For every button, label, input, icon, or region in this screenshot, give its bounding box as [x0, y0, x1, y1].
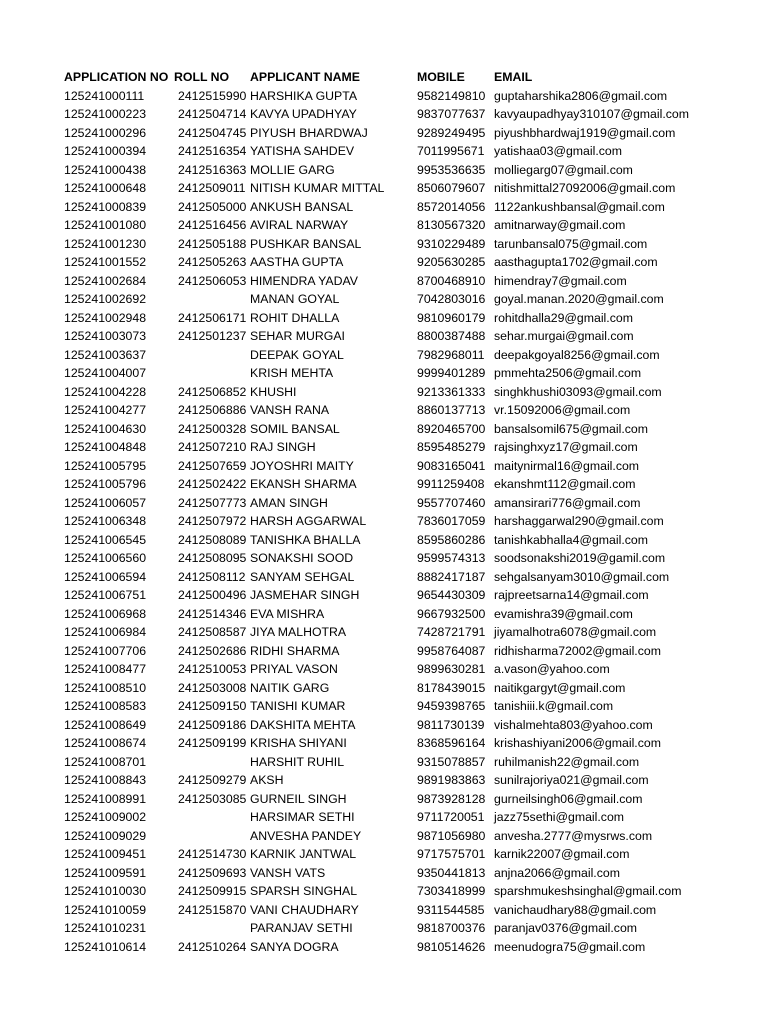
- table-row: [0, 309, 768, 328]
- application-no-cell: 125241009451: [64, 847, 147, 861]
- table-header-row: [0, 68, 768, 87]
- table-row: [0, 679, 768, 698]
- table-row: [0, 198, 768, 217]
- applicant-name-cell: SANYAM SEHGAL: [250, 569, 355, 584]
- table-row: [0, 642, 768, 661]
- email-cell: bansalsomil675@gmail.com: [494, 421, 648, 436]
- application-no-cell: 125241000296: [64, 125, 147, 140]
- application-no-cell: 125241006560: [64, 551, 147, 565]
- mobile-cell: 9873928128: [417, 791, 486, 806]
- mobile-cell: 7011995671: [417, 144, 485, 158]
- mobile-cell: 9911259408: [417, 477, 485, 491]
- table-row: [0, 568, 768, 587]
- table-row: [0, 512, 768, 531]
- roll-no-cell: 2412506886: [178, 403, 247, 417]
- application-no-cell: 125241003073: [64, 329, 147, 343]
- email-cell: aasthagupta1702@gmail.com: [494, 255, 658, 269]
- applicant-name-cell: VANSH VATS: [250, 865, 326, 880]
- roll-no-cell: 2412509150: [178, 699, 247, 713]
- applicant-name-cell: RAJ SINGH: [250, 440, 316, 454]
- email-cell: rohitdhalla29@gmail.com: [494, 310, 633, 325]
- roll-no-cell: 2412505188: [178, 236, 247, 251]
- applicant-name-cell: EKANSH SHARMA: [250, 477, 357, 491]
- mobile-cell: 9810514626: [417, 939, 486, 954]
- mobile-cell: 7042803016: [417, 292, 486, 306]
- roll-no-cell: 2412508587: [178, 625, 247, 639]
- email-cell: naitikgargyt@gmail.com: [494, 680, 626, 695]
- application-no-cell: 125241009002: [64, 810, 147, 824]
- applicant-table: [0, 68, 768, 956]
- application-no-cell: 125241006594: [64, 569, 147, 584]
- application-no-cell: 125241008991: [64, 791, 147, 806]
- table-row: [0, 734, 768, 753]
- applicant-name-cell: AVIRAL NARWAY: [250, 218, 349, 232]
- roll-no-cell: 2412506171: [178, 310, 247, 325]
- table-body: [0, 87, 768, 957]
- email-cell: guptaharshika2806@gmail.com: [494, 88, 668, 103]
- roll-no-cell: 2412504745: [178, 125, 247, 140]
- roll-no-cell: 2412507659: [178, 458, 247, 473]
- roll-no-cell: 2412516456: [178, 218, 247, 232]
- roll-no-cell: 2412504714: [178, 107, 247, 121]
- mobile-cell: 9083165041: [417, 458, 486, 473]
- applicant-name-cell: KRISH MEHTA: [250, 366, 334, 380]
- email-cell: ekanshmt112@gmail.com: [494, 477, 636, 491]
- table-row: [0, 364, 768, 383]
- application-no-cell: 125241001080: [64, 218, 147, 232]
- mobile-cell: 9213361333: [417, 384, 486, 399]
- email-cell: anjna2066@gmail.com: [494, 865, 620, 880]
- roll-no-cell: 2412510053: [178, 662, 247, 676]
- application-no-cell: 125241002692: [64, 292, 147, 306]
- table-row: [0, 790, 768, 809]
- roll-no-cell: 2412509186: [178, 717, 247, 732]
- table-row: [0, 771, 768, 790]
- mobile-cell: 9811730139: [417, 717, 485, 732]
- mobile-cell: 9717575701: [417, 847, 486, 861]
- application-no-cell: 125241000839: [64, 199, 147, 214]
- email-cell: paranjav0376@gmail.com: [494, 921, 638, 935]
- application-no-cell: 125241002684: [64, 273, 147, 288]
- email-cell: singhkhushi03093@gmail.com: [494, 384, 662, 399]
- application-no-cell: 125241000648: [64, 181, 147, 195]
- application-no-cell: 125241006968: [64, 606, 147, 621]
- mobile-cell: 9958764087: [417, 643, 486, 658]
- email-cell: amitnarway@gmail.com: [494, 218, 626, 232]
- header-mobile: MOBILE: [417, 70, 465, 84]
- applicant-name-cell: PARANJAV SETHI: [250, 921, 353, 935]
- email-cell: anvesha.2777@mysrws.com: [494, 828, 653, 843]
- table-row: [0, 605, 768, 624]
- applicant-name-cell: DEEPAK GOYAL: [250, 347, 344, 362]
- table-row: [0, 549, 768, 568]
- applicant-name-cell: KRISHA SHIYANI: [250, 736, 347, 750]
- header-roll-no: ROLL NO: [174, 70, 230, 84]
- applicant-name-cell: AASTHA GUPTA: [250, 255, 344, 269]
- roll-no-cell: 2412515870: [178, 902, 247, 917]
- mobile-cell: 9837077637: [417, 107, 486, 121]
- mobile-cell: 7836017059: [417, 514, 486, 528]
- applicant-name-cell: HARSHIT RUHIL: [250, 754, 345, 769]
- email-cell: soodsonakshi2019@gamil.com: [494, 551, 666, 565]
- roll-no-cell: 2412507972: [178, 514, 247, 528]
- email-cell: sunilrajoriya021@gmail.com: [494, 773, 649, 787]
- applicant-name-cell: NITISH KUMAR MITTAL: [250, 181, 385, 195]
- application-no-cell: 125241004228: [64, 384, 147, 399]
- email-cell: rajpreetsarna14@gmail.com: [494, 588, 649, 602]
- table-row: [0, 383, 768, 402]
- applicant-name-cell: SOMIL BANSAL: [250, 421, 340, 436]
- application-no-cell: 125241009029: [64, 828, 147, 843]
- application-no-cell: 125241000111: [64, 88, 145, 103]
- table-row: [0, 457, 768, 476]
- roll-no-cell: 2412505000: [178, 199, 247, 214]
- roll-no-cell: 2412503008: [178, 680, 247, 695]
- email-cell: molliegarg07@gmail.com: [494, 162, 633, 177]
- application-no-cell: 125241006751: [64, 588, 147, 602]
- table-row: [0, 882, 768, 901]
- application-no-cell: 125241008649: [64, 717, 147, 732]
- application-no-cell: 125241010231: [64, 921, 147, 935]
- email-cell: harshaggarwal290@gmail.com: [494, 514, 664, 528]
- table-row: [0, 697, 768, 716]
- applicant-name-cell: HIMENDRA YADAV: [250, 273, 358, 288]
- applicant-name-cell: MOLLIE GARG: [250, 162, 335, 177]
- email-cell: sehar.murgai@gmail.com: [494, 329, 634, 343]
- table-row: [0, 272, 768, 291]
- mobile-cell: 9311544585: [417, 902, 485, 917]
- email-cell: karnik22007@gmail.com: [494, 847, 630, 861]
- table-row: [0, 290, 768, 309]
- table-row: [0, 216, 768, 235]
- applicant-name-cell: PUSHKAR BANSAL: [250, 236, 362, 251]
- application-no-cell: 125241006984: [64, 625, 147, 639]
- mobile-cell: 8882417187: [417, 569, 486, 584]
- application-no-cell: 125241008843: [64, 773, 147, 787]
- email-cell: maitynirmal16@gmail.com: [494, 458, 640, 473]
- roll-no-cell: 2412502686: [178, 643, 247, 658]
- application-no-cell: 125241004630: [64, 421, 147, 436]
- table-row: [0, 124, 768, 143]
- header-application-no: APPLICATION NO: [64, 70, 169, 84]
- mobile-cell: 9205630285: [417, 255, 486, 269]
- table-row: [0, 623, 768, 642]
- applicant-name-cell: VANSH RANA: [250, 403, 330, 417]
- applicant-name-cell: HARSH AGGARWAL: [250, 514, 367, 528]
- email-cell: krishashiyani2006@gmail.com: [494, 736, 661, 750]
- mobile-cell: 8572014056: [417, 199, 486, 214]
- mobile-cell: 7982968011: [417, 347, 485, 362]
- applicant-name-cell: PIYUSH BHARDWAJ: [250, 125, 368, 140]
- mobile-cell: 8506079607: [417, 181, 486, 195]
- mobile-cell: 9350441813: [417, 865, 486, 880]
- roll-no-cell: 2412500328: [178, 421, 247, 436]
- table-row: [0, 161, 768, 180]
- table-row: [0, 253, 768, 272]
- table-row: [0, 475, 768, 494]
- table-row: [0, 660, 768, 679]
- roll-no-cell: 2412510264: [178, 939, 247, 954]
- applicant-name-cell: ANKUSH BANSAL: [250, 199, 354, 214]
- roll-no-cell: 2412516354: [178, 144, 247, 158]
- roll-no-cell: 2412514730: [178, 847, 247, 861]
- application-no-cell: 125241008583: [64, 699, 147, 713]
- applicant-name-cell: SPARSH SINGHAL: [250, 884, 358, 898]
- applicant-name-cell: NAITIK GARG: [250, 680, 330, 695]
- applicant-name-cell: AMAN SINGH: [250, 495, 328, 510]
- table-row: [0, 179, 768, 198]
- application-no-cell: 125241008674: [64, 736, 147, 750]
- roll-no-cell: 2412508095: [178, 551, 247, 565]
- applicant-name-cell: JASMEHAR SINGH: [250, 588, 360, 602]
- table-row: [0, 142, 768, 161]
- table-row: [0, 420, 768, 439]
- table-row: [0, 494, 768, 513]
- roll-no-cell: 2412509199: [178, 736, 247, 750]
- applicant-name-cell: YATISHA SAHDEV: [250, 144, 355, 158]
- mobile-cell: 7303418999: [417, 884, 486, 898]
- application-no-cell: 125241001230: [64, 236, 147, 251]
- roll-no-cell: 2412514346: [178, 606, 247, 621]
- application-no-cell: 125241009591: [64, 865, 147, 880]
- mobile-cell: 9667932500: [417, 606, 486, 621]
- mobile-cell: 9459398765: [417, 699, 486, 713]
- table-row: [0, 808, 768, 827]
- applicant-name-cell: AKSH: [250, 773, 284, 787]
- roll-no-cell: 2412515990: [178, 88, 247, 103]
- table-row: [0, 327, 768, 346]
- roll-no-cell: 2412516363: [178, 162, 247, 177]
- email-cell: jazz75sethi@gmail.com: [494, 810, 625, 824]
- application-no-cell: 125241008477: [64, 662, 147, 676]
- table-row: [0, 753, 768, 772]
- application-no-cell: 125241008701: [64, 754, 147, 769]
- applicant-name-cell: JOYOSHRI MAITY: [250, 458, 354, 473]
- mobile-cell: 9315078857: [417, 754, 486, 769]
- email-cell: piyushbhardwaj1919@gmail.com: [494, 125, 676, 140]
- mobile-cell: 8800387488: [417, 329, 486, 343]
- roll-no-cell: 2412507210: [178, 440, 247, 454]
- applicant-name-cell: TANISHI KUMAR: [250, 699, 346, 713]
- mobile-cell: 9599574313: [417, 551, 486, 565]
- table-row: [0, 827, 768, 846]
- mobile-cell: 9891983863: [417, 773, 486, 787]
- email-cell: 1122ankushbansal@gmail.com: [494, 199, 665, 214]
- table-row: [0, 716, 768, 735]
- roll-no-cell: 2412509011: [178, 181, 246, 195]
- table-row: [0, 105, 768, 124]
- applicant-name-cell: HARSHIKA GUPTA: [250, 88, 358, 103]
- roll-no-cell: 2412500496: [178, 588, 247, 602]
- roll-no-cell: 2412509693: [178, 865, 247, 880]
- application-no-cell: 125241005796: [64, 477, 147, 491]
- roll-no-cell: 2412501237: [178, 329, 247, 343]
- email-cell: vishalmehta803@yahoo.com: [494, 717, 653, 732]
- mobile-cell: 9810960179: [417, 310, 486, 325]
- email-cell: a.vason@yahoo.com: [494, 662, 610, 676]
- table-row: [0, 438, 768, 457]
- email-cell: tanishiii.k@gmail.com: [494, 699, 614, 713]
- mobile-cell: 8368596164: [417, 736, 486, 750]
- applicant-name-cell: SEHAR MURGAI: [250, 329, 345, 343]
- applicant-name-cell: SANYA DOGRA: [250, 939, 339, 954]
- roll-no-cell: 2412503085: [178, 791, 247, 806]
- applicant-name-cell: EVA MISHRA: [250, 606, 325, 621]
- email-cell: deepakgoyal8256@gmail.com: [494, 347, 660, 362]
- email-cell: rajsinghxyz17@gmail.com: [494, 440, 638, 454]
- mobile-cell: 8595860286: [417, 532, 486, 547]
- application-no-cell: 125241006348: [64, 514, 147, 528]
- table-row: [0, 87, 768, 106]
- mobile-cell: 8178439015: [417, 680, 486, 695]
- roll-no-cell: 2412506852: [178, 384, 247, 399]
- application-no-cell: 125241000438: [64, 162, 147, 177]
- email-cell: kavyaupadhyay310107@gmail.com: [494, 107, 690, 121]
- applicant-name-cell: GURNEIL SINGH: [250, 791, 347, 806]
- email-cell: ridhisharma72002@gmail.com: [494, 643, 661, 658]
- applicant-name-cell: RIDHI SHARMA: [250, 643, 340, 658]
- email-cell: gurneilsingh06@gmail.com: [494, 791, 643, 806]
- roll-no-cell: 2412502422: [178, 477, 247, 491]
- mobile-cell: 9999401289: [417, 366, 486, 380]
- application-no-cell: 125241004277: [64, 403, 147, 417]
- email-cell: vr.15092006@gmail.com: [494, 403, 631, 417]
- table-row: [0, 919, 768, 938]
- applicant-name-cell: DAKSHITA MEHTA: [250, 717, 356, 732]
- email-cell: meenudogra75@gmail.com: [494, 939, 646, 954]
- email-cell: goyal.manan.2020@gmail.com: [494, 292, 664, 306]
- mobile-cell: 8595485279: [417, 440, 486, 454]
- roll-no-cell: 2412509915: [178, 884, 247, 898]
- mobile-cell: 7428721791: [417, 625, 486, 639]
- table-row: [0, 346, 768, 365]
- email-cell: jiyamalhotra6078@gmail.com: [494, 625, 657, 639]
- applicant-name-cell: PRIYAL VASON: [250, 662, 338, 676]
- applicant-name-cell: KAVYA UPADHYAY: [250, 107, 357, 121]
- mobile-cell: 8920465700: [417, 421, 486, 436]
- email-cell: himendray7@gmail.com: [494, 273, 627, 288]
- application-no-cell: 125241003637: [64, 347, 147, 362]
- mobile-cell: 9310229489: [417, 236, 486, 251]
- applicant-name-cell: JIYA MALHOTRA: [250, 625, 347, 639]
- header-email: EMAIL: [494, 70, 533, 84]
- table-row: [0, 586, 768, 605]
- mobile-cell: 8860137713: [417, 403, 486, 417]
- email-cell: vanichaudhary88@gmail.com: [494, 902, 657, 917]
- email-cell: ruhilmanish22@gmail.com: [494, 754, 640, 769]
- application-no-cell: 125241010614: [64, 939, 147, 954]
- table-row: [0, 531, 768, 550]
- mobile-cell: 9582149810: [417, 88, 486, 103]
- applicant-name-cell: KARNIK JANTWAL: [250, 847, 357, 861]
- table-row: [0, 864, 768, 883]
- roll-no-cell: 2412508112: [178, 569, 246, 584]
- applicant-name-cell: VANI CHAUDHARY: [250, 902, 359, 917]
- mobile-cell: 9899630281: [417, 662, 486, 676]
- applicant-name-cell: ANVESHA PANDEY: [250, 828, 362, 843]
- roll-no-cell: 2412506053: [178, 273, 247, 288]
- email-cell: tanishkabhalla4@gmail.com: [494, 532, 648, 547]
- mobile-cell: 9557707460: [417, 495, 486, 510]
- mobile-cell: 9711720051: [417, 810, 485, 824]
- application-no-cell: 125241007706: [64, 643, 147, 658]
- roll-no-cell: 2412509279: [178, 773, 247, 787]
- table-row: [0, 901, 768, 920]
- applicant-name-cell: ROHIT DHALLA: [250, 310, 340, 325]
- mobile-cell: 9871056980: [417, 828, 486, 843]
- email-cell: amansirari776@gmail.com: [494, 495, 641, 510]
- applicant-name-cell: MANAN GOYAL: [250, 292, 340, 306]
- application-no-cell: 125241000394: [64, 144, 147, 158]
- application-no-cell: 125241001552: [64, 255, 147, 269]
- application-no-cell: 125241010030: [64, 884, 147, 898]
- application-no-cell: 125241008510: [64, 680, 147, 695]
- mobile-cell: 8700468910: [417, 273, 486, 288]
- application-no-cell: 125241005795: [64, 458, 147, 473]
- application-no-cell: 125241004848: [64, 440, 147, 454]
- mobile-cell: 9289249495: [417, 125, 486, 140]
- roll-no-cell: 2412508089: [178, 532, 247, 547]
- applicant-name-cell: TANISHKA BHALLA: [250, 532, 361, 547]
- email-cell: evamishra39@gmail.com: [494, 606, 633, 621]
- applicant-name-cell: SONAKSHI SOOD: [250, 551, 354, 565]
- email-cell: yatishaa03@gmail.com: [494, 144, 622, 158]
- email-cell: sparshmukeshsinghal@gmail.com: [494, 884, 682, 898]
- email-cell: nitishmittal27092006@gmail.com: [494, 181, 676, 195]
- email-cell: sehgalsanyam3010@gmail.com: [494, 569, 670, 584]
- table-row: [0, 845, 768, 864]
- email-cell: tarunbansal075@gmail.com: [494, 236, 648, 251]
- roll-no-cell: 2412507773: [178, 495, 247, 510]
- mobile-cell: 9654430309: [417, 588, 486, 602]
- table-row: [0, 401, 768, 420]
- email-cell: pmmehta2506@gmail.com: [494, 366, 642, 380]
- application-no-cell: 125241000223: [64, 107, 147, 121]
- mobile-cell: 9953536635: [417, 162, 486, 177]
- applicant-name-cell: KHUSHI: [250, 384, 297, 399]
- application-no-cell: 125241010059: [64, 902, 147, 917]
- roll-no-cell: 2412505263: [178, 255, 247, 269]
- application-no-cell: 125241002948: [64, 310, 147, 325]
- application-no-cell: 125241004007: [64, 366, 147, 380]
- mobile-cell: 8130567320: [417, 218, 486, 232]
- applicant-name-cell: HARSIMAR SETHI: [250, 810, 355, 824]
- table-row: [0, 938, 768, 957]
- application-no-cell: 125241006057: [64, 495, 147, 510]
- header-applicant-name: APPLICANT NAME: [250, 70, 360, 84]
- mobile-cell: 9818700376: [417, 921, 486, 935]
- table-row: [0, 235, 768, 254]
- application-no-cell: 125241006545: [64, 532, 147, 547]
